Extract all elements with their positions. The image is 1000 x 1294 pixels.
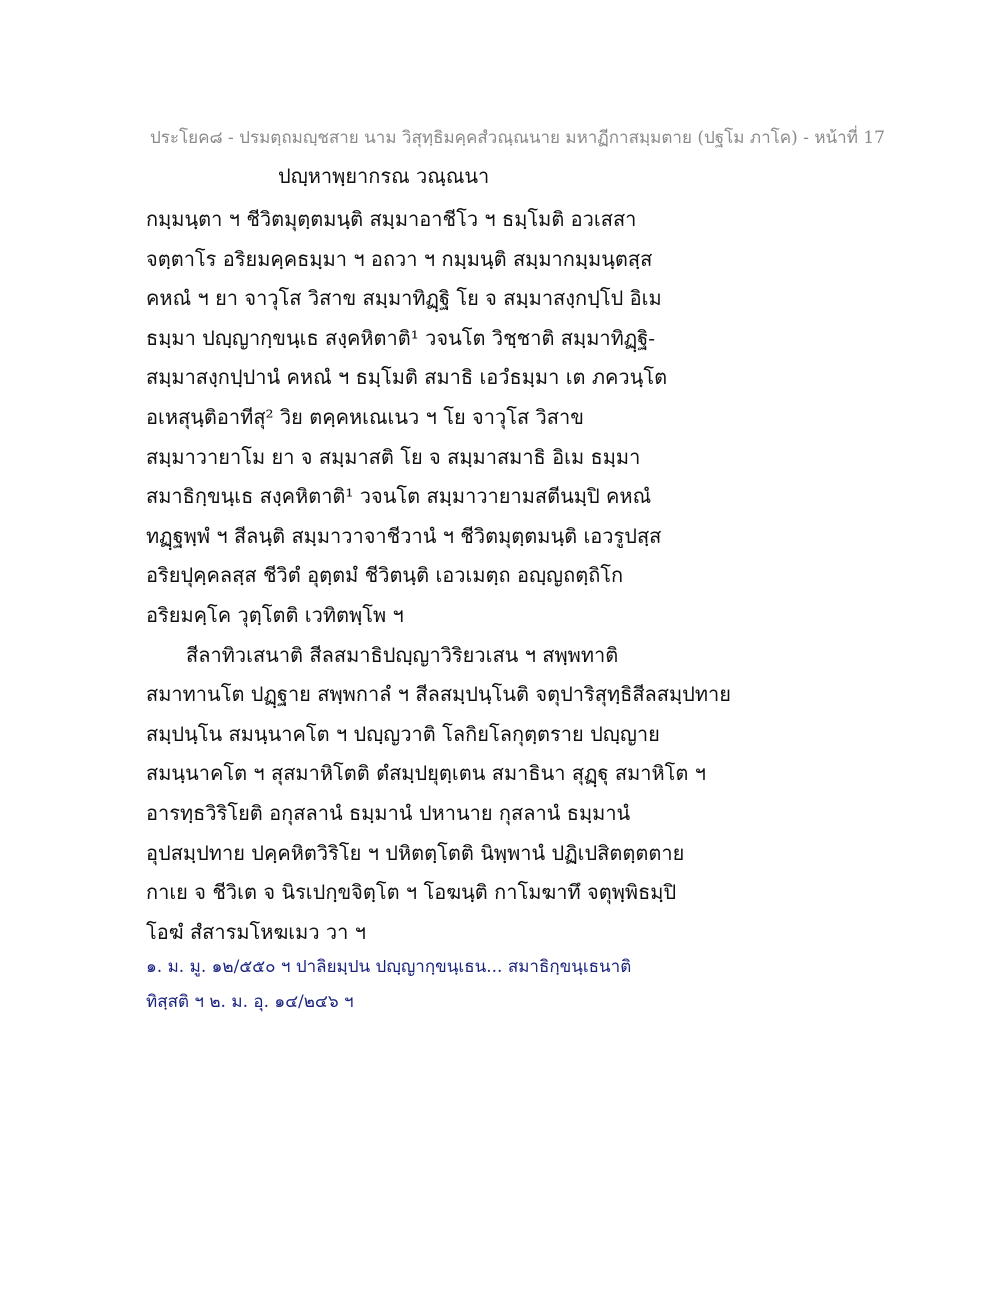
body-line: อเหสุนฺติอาทีสุ² วิย ตคฺคหเณเนว ฯ โย จาวุโส วิสาข xyxy=(146,404,584,429)
body-line: อุปสมฺปทาย ปคฺคหิตวิริโย ฯ ปหิตตฺโตติ นิพฺพานํ ปฏิเปสิตตฺตตาย xyxy=(146,840,685,865)
page-header: ประโยค๘ - ปรมตฺถมญฺชสาย นาม วิสุทฺธิมคฺคสํวณฺณนาย มหาฏีกาสมฺมตาย (ปฐโม ภาโค) - หน้าที่ 17 xyxy=(150,128,885,148)
body-line: สมนฺนาคโต ฯ สุสมาหิโตติ ตํสมฺปยุตฺเตน สมาธินา สุฏฺฐุ สมาหิโต ฯ xyxy=(146,761,706,786)
body-line: สมาทานโต ปฏฺฐาย สพฺพกาลํ ฯ สีลสมฺปนฺโนติ จตุปาริสุทฺธิสีลสมฺปทาย xyxy=(146,682,732,707)
body-text xyxy=(146,200,886,952)
body-line: สมาธิกฺขนฺเธ สงฺคหิตาติ¹ วจนโต สมฺมาวายามสตีนมฺปิ คหณํ xyxy=(146,484,652,509)
body-line: อริยมคฺโค วุตฺโตติ เวทิตพฺโพ ฯ xyxy=(146,602,404,627)
footnote-line: ๑. ม. มู. ๑๒/๕๕๐ ฯ ปาลิยมฺปน ปญฺญากฺขนฺเธน... สมาธิกฺขนฺเธนาติ xyxy=(146,957,632,977)
section-title: ปญฺหาพฺยากรณ วณฺณนา xyxy=(278,164,490,188)
body-line: โอฆํ สํสารมโหฆเมว วา ฯ xyxy=(146,919,366,944)
body-line: กาเย จ ชีวิเต จ นิรเปกฺขจิตฺโต ฯ โอฆนฺติ กาโมฆาทึ จตุพฺพิธมฺปิ xyxy=(146,880,677,905)
footnote-line: ทิสฺสติ ฯ ๒. ม. อุ. ๑๔/๒๔๖ ฯ xyxy=(146,992,354,1012)
body-line: กมฺมนฺตา ฯ ชีวิตมุตฺตมนฺติ สมฺมาอาชีโว ฯ ธมฺโมติ อวเสสา xyxy=(146,207,637,231)
footnotes xyxy=(146,950,866,1020)
body-line: สมฺมาวายาโม ยา จ สมฺมาสติ โย จ สมฺมาสมาธิ อิเม ธมฺมา xyxy=(146,444,641,469)
body-line: จตฺตาโร อริยมคฺคธมฺมา ฯ อถวา ฯ กมฺมนฺติ สมฺมากมฺมนฺตสฺส xyxy=(146,246,653,271)
body-line: ธมฺมา ปญฺญากฺขนฺเธ สงฺคหิตาติ¹ วจนโต วิชฺชาติ สมฺมาทิฏฺฐิ- xyxy=(146,325,656,350)
body-line: อริยปุคฺคลสฺส ชีวิตํ อุตฺตมํ ชีวิตนฺติ เอวเมตฺถ อญฺญถตฺถิโก xyxy=(146,563,624,588)
body-line: คหณํ ฯ ยา จาวุโส วิสาข สมฺมาทิฏฺฐิ โย จ สมฺมาสงฺกปฺโป อิเม xyxy=(146,286,662,311)
body-line: สมฺปนฺโน สมนฺนาคโต ฯ ปญฺญวาติ โลกิยโลกุตฺตราย ปญฺญาย xyxy=(146,721,660,746)
body-line: สมฺมาสงฺกปฺปานํ คหณํ ฯ ธมฺโมติ สมาธิ เอวํธมฺมา เต ภควนฺโต xyxy=(146,365,668,390)
body-line: ทฏฺฐพฺพํ ฯ สีลนฺติ สมฺมาวาจาชีวานํ ฯ ชีวิตมุตฺตมนฺติ เอวรูปสฺส xyxy=(146,523,662,548)
body-line: อารทฺธวิริโยติ อกุสลานํ ธมฺมานํ ปหานาย กุสลานํ ธมฺมานํ xyxy=(146,800,631,825)
paragraph-start-line: สีลาทิวเสนาติ สีลสมาธิปญฺญาวิริยวเสน ฯ สพฺพทาติ xyxy=(186,642,619,667)
